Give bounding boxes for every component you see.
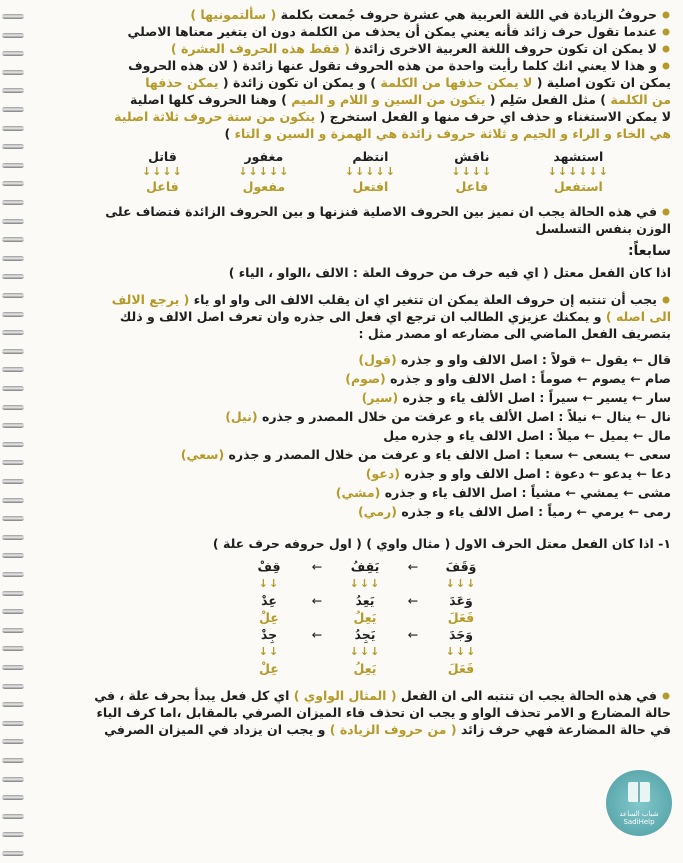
lesson-content: حروفُ الزيادة في اللغة العربية هي عشرة حروف جُمعت بكلمة ( سألتمونيها ) عندما تقول حرف زائد فأنه يعني يمكن أن يحذف من الكلمة دون ان يتغير معناها الاصلي لا يمكن ان تكون حروف اللغة العربية الاخرى زائدة ( فقط هذه الحروف العشرة ) و هذا لا يعني انك كلما رأيت واحدة من هذه الحروف تقول عنها زائدة ( لان هذه الحروف يمكن ان تكون اصلية ( لا يمكن حذفها من الكلمة ) و يمكن ان تكون زائدة ( يمكن حذفها من الكلمة ) مثل الفعل سَلِم ( يتكون من السين و اللام و الميم ) وهنا الحروف كلها اصلية لا يمكن الاستغناء و حذف اي حرف منها و الفعل استخرج ( يتكون من ستة حروف ثلاثة اصلية هي الخاء و الراء و الجيم و ثلاثة حروف زائدة هي الهمزة و السين و التاء ) استشهد ↓↓↓↓↓↓ استفعل ناقش ↓↓↓↓ فاعل انتظم ↓↓↓↓↓ افتعل مغفور ↓↓↓↓↓ مفعول قاتل ↓↓↓↓ فاعل في هذه الحالة يجب ان نميز بين الحروف الاصلية فنزنها و بين الحروف الزائدة فتضاف على الوزن بنفس التسلسل سابعاً: اذا كان الفعل معتل ( اي فيه حرف من حروف العلة : الالف ،الواو ، الياء ) يجب أن تنتبه إن حروف العلة يمكن ان تتغير اي ان يقلب الالف الى واو او ياء ( يرجع الالف الى اصله ) و يمكنك عزيزي الطالب ان ترجع اي فعل الى جذره وان تعرف اصل الالف و ذلك بتصريف الفعل الماضي الى مضارعه او مصدر مثل : قال ← يقول ← قولاً : اصل الالف واو و جذره (قول) صام ← يصوم ← صوماً : اصل الالف واو و جذره (صوم) سار ← يسير ← سيراً : اصل الألف ياء و جذره (سير) نال ← ينال ← نيلاً : اصل الألف ياء و عرفت من خلال المصدر و جذره (نيل) مال ← يميل ← ميلاً : اصل الالف ياء و جذره ميل سعى ← يسعى ← سعيا : اصل الالف ياء و عرفت من خلال المصدر و جذره (سعي) دعا ← يدعو ← دعوة : اصل الالف واو و جذره (دعو) مشى ← يمشي ← مشياً : اصل الالف ياء و جذره (مشي) رمى ← يرمي ← رمياً : اصل الالف ياء و جذره (رمي) ١- اذا كان الفعل معتل الحرف الاول ( مثال واوي ) ( اول حروفه حرف علة ) وَقَفَ ← يَقِفُ ← قِفْ ↓↓↓ ↓↓↓ ↓↓ وَعَدَ ← يَعِدُ ← عِدْ فَعَلَ يَعِلُ عِلْ وَجَدَ ← يَجِدُ ← جِدْ ↓↓↓ ↓↓↓ ↓↓ فَعَلَ يَعِلُ عِلْ في هذه الحالة يجب ان تنتبه الى ان الفعل ( المثال الواوي ) اي كل فعل يبدأ بحرف علة ، في حالة المضارع و الامر تحذف الواو و يجب ان تحذف فاء الميزان الصرفي بالمقابل ،اما كرف الياء في حالة المضارعة فهي حرف زائد ( من حروف الزيادة ) و يجب ان يزداد في الميزان الصرفي [34,6,671,738]
spiral-ring [2,665,24,670]
table-row: وَقَفَ ← يَقِفُ ← قِفْ [257,559,477,574]
down-arrows-icon: ↓↓↓↓ [451,165,493,178]
table-row: وَعَدَ ← يَعِدُ ← عِدْ [261,593,473,608]
bullet-icon [661,295,671,305]
sub-section-title: ١- اذا كان الفعل معتل الحرف الاول ( مثال واوي ) ( اول حروفه حرف علة ) [212,536,671,551]
spiral-ring [2,646,24,651]
para-1: حروفُ الزيادة في اللغة العربية هي عشرة حروف جُمعت بكلمة ( سألتمونيها ) [34,6,671,23]
example-line: سعى ← يسعى ← سعيا : اصل الالف ياء و عرفت من خلال المصدر و جذره (سعي) [180,447,671,462]
spiral-ring [2,144,24,149]
spiral-ring [2,702,24,707]
bullet-icon [661,44,671,54]
example-line: رمى ← يرمي ← رمياً : اصل الالف ياء و جذره (رمي) [357,504,671,519]
spiral-ring [2,442,24,447]
para-4: و هذا لا يعني انك كلما رأيت واحدة من هذه الحروف تقول عنها زائدة ( لان هذه الحروف [34,57,671,74]
example-line: نال ← ينال ← نيلاً : اصل الألف ياء و عرفت من خلال المصدر و جذره (نيل) [225,409,671,424]
spiral-ring [2,777,24,782]
spiral-ring [2,758,24,763]
table-arrows: ↓↓↓ ↓↓↓ ↓↓ [258,577,477,590]
word-item: قاتل ↓↓↓↓ فاعل [142,149,183,194]
example-line: سار ← يسير ← سيراً : اصل الألف ياء و جذره (سير) [361,390,671,405]
spiral-ring [2,256,24,261]
spiral-ring [2,88,24,93]
example-line: مال ← يميل ← ميلاً : اصل الالف ياء و جذره ميل [383,428,671,443]
spiral-ring [2,51,24,56]
bullet-icon [661,61,671,71]
word-item: ناقش ↓↓↓↓ فاعل [451,149,493,194]
spiral-ring [2,367,24,372]
note-3: في هذه الحالة يجب ان تنتبه الى ان الفعل ( المثال الواوي ) اي كل فعل يبدأ بحرف علة ، في [34,687,671,704]
example-line: دعا ← يدعو ← دعوة : اصل الالف واو و جذره (دعو) [365,466,671,481]
down-arrows-icon: ↓↓↓↓↓↓ [547,165,609,178]
word-item: مغفور ↓↓↓↓↓ مفعول [238,149,290,194]
spiral-ring [2,33,24,38]
table-row: وَجَدَ ← يَجِدُ ← جِدْ [260,627,473,642]
spiral-ring [2,107,24,112]
spiral-ring [2,423,24,428]
book-icon [606,770,672,810]
word-weights [34,148,671,195]
spiral-ring [2,405,24,410]
word-item: انتظم ↓↓↓↓↓ افتعل [344,149,396,194]
table-row: فَعَلَ يَعِلُ عِلْ [259,661,475,676]
example-line: مشى ← يمشي ← مشياً : اصل الالف ياء و جذره (مشي) [335,485,671,500]
spiral-ring [2,498,24,503]
para-3: لا يمكن ان تكون حروف اللغة العربية الاخرى زائدة ( فقط هذه الحروف العشرة ) [34,40,671,57]
spiral-ring [2,479,24,484]
spiral-binding [0,0,26,863]
spiral-ring [2,795,24,800]
section-subtitle: اذا كان الفعل معتل ( اي فيه حرف من حروف العلة : الالف ،الواو ، الياء ) [228,265,671,280]
spiral-ring [2,739,24,744]
spiral-ring [2,721,24,726]
word-item: استشهد ↓↓↓↓↓↓ استفعل [547,149,609,194]
spiral-ring [2,219,24,224]
section-title: سابعاً: [627,243,671,259]
spiral-ring [2,70,24,75]
bullet-icon [661,691,671,701]
spiral-ring [2,386,24,391]
spiral-ring [2,126,24,131]
spiral-ring [2,516,24,521]
example-line: قال ← يقول ← قولاً : اصل الالف واو و جذره (قول) [358,352,671,367]
bullet-icon [661,207,671,217]
spiral-ring [2,330,24,335]
down-arrows-icon: ↓↓↓↓↓ [344,165,396,178]
spiral-ring [2,460,24,465]
spiral-ring [2,163,24,168]
table-arrows: ↓↓↓ ↓↓↓ ↓↓ [258,645,477,658]
table-row: فَعَلَ يَعِلُ عِلْ [259,610,475,625]
spiral-ring [2,553,24,558]
spiral-ring [2,181,24,186]
spiral-ring [2,237,24,242]
examples-list [34,350,671,521]
spiral-ring [2,832,24,837]
note-2: يجب أن تنتبه إن حروف العلة يمكن ان تتغير اي ان يقلب الالف الى واو او ياء ( يرجع الالف [34,291,671,308]
spiral-ring [2,591,24,596]
spiral-ring [2,851,24,856]
verb-table [34,558,671,677]
note-1: في هذه الحالة يجب ان نميز بين الحروف الاصلية فنزنها و بين الحروف الزائدة فتضاف على [34,203,671,220]
spiral-ring [2,609,24,614]
spiral-ring [2,684,24,689]
example-line: صام ← يصوم ← صوماً : اصل الالف واو و جذره (صوم) [345,371,671,386]
spiral-ring [2,628,24,633]
spiral-ring [2,200,24,205]
bullet-icon [661,27,671,37]
spiral-ring [2,572,24,577]
watermark-logo: شباب الساعد SadiHelp [606,770,672,836]
spiral-ring [2,293,24,298]
spiral-ring [2,14,24,19]
spiral-ring [2,814,24,819]
para-2: عندما تقول حرف زائد فأنه يعني يمكن أن يحذف من الكلمة دون ان يتغير معناها الاصلي [34,23,671,40]
spiral-ring [2,312,24,317]
bullet-icon [661,10,671,20]
spiral-ring [2,274,24,279]
down-arrows-icon: ↓↓↓↓ [142,165,183,178]
spiral-ring [2,535,24,540]
spiral-ring [2,349,24,354]
down-arrows-icon: ↓↓↓↓↓ [238,165,290,178]
